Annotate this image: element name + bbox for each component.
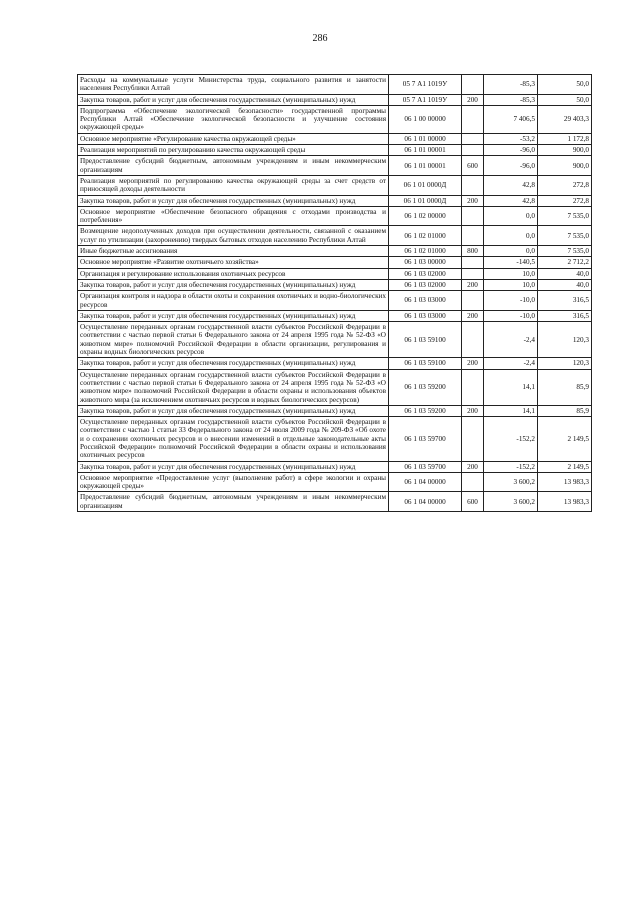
cell-amount-total: 120,3 — [538, 358, 592, 369]
cell-code: 06 1 02 01000 — [389, 246, 462, 257]
cell-code: 06 1 02 00000 — [389, 206, 462, 226]
cell-amount-change: -53,2 — [484, 133, 538, 144]
cell-amount-total: 7 535,0 — [538, 246, 592, 257]
cell-name: Реализация мероприятий по регулированию качества окружающей среды за счет средств от приносящей доходы деятельности — [78, 175, 389, 195]
table-row — [78, 105, 592, 133]
cell-expense-type: 200 — [462, 310, 484, 321]
cell-expense-type — [462, 417, 484, 461]
cell-name: Основное мероприятие «Развитие охотничьего хозяйства» — [78, 257, 389, 268]
cell-amount-change: -10,0 — [484, 310, 538, 321]
cell-amount-change: 0,0 — [484, 246, 538, 257]
table-row — [78, 145, 592, 156]
cell-code: 06 1 01 00000 — [389, 133, 462, 144]
cell-expense-type — [462, 472, 484, 492]
cell-name: Осуществление переданных органам государственной власти субъектов Российской Федерации в соответствии с частью первой статьи 6 Федерального закона от 24 апреля 1995 года № 52-ФЗ «О животном мире» полномочий Российской Федерации в области охраны и использования объектов животного мира (за исключением охотничьих ресурсов и водных биологических ресурсов) — [78, 369, 389, 405]
cell-code: 06 1 03 59700 — [389, 417, 462, 461]
table-row — [78, 417, 592, 461]
cell-expense-type — [462, 226, 484, 246]
cell-expense-type — [462, 105, 484, 133]
cell-code: 06 1 03 59200 — [389, 405, 462, 416]
table-row — [78, 472, 592, 492]
cell-amount-total: 900,0 — [538, 145, 592, 156]
cell-amount-total: 13 983,3 — [538, 492, 592, 512]
cell-code: 06 1 00 00000 — [389, 105, 462, 133]
table-row — [78, 133, 592, 144]
cell-code: 06 1 03 59200 — [389, 369, 462, 405]
cell-amount-total: 50,0 — [538, 94, 592, 105]
cell-expense-type — [462, 145, 484, 156]
cell-amount-total: 29 403,3 — [538, 105, 592, 133]
cell-amount-change: -96,0 — [484, 156, 538, 176]
cell-name: Основное мероприятие «Обеспечение безопасного обращения с отходами производства и потребления» — [78, 206, 389, 226]
cell-expense-type — [462, 291, 484, 311]
cell-code: 06 1 04 00000 — [389, 492, 462, 512]
cell-amount-change: -2,4 — [484, 322, 538, 358]
cell-name: Осуществление переданных органам государственной власти субъектов Российской Федерации в соответствии с частью 1 статьи 33 Федерального закона от 24 июля 2009 года № 209-ФЗ «Об охоте и о сохранении охотничьих ресурсов и о внесении изменений в отдельные законодательные акты Российской Федерации» полномочий Российской Федерации в области охраны и использования охотничьих ресурсов — [78, 417, 389, 461]
cell-amount-total: 13 983,3 — [538, 472, 592, 492]
cell-amount-change: -152,2 — [484, 461, 538, 472]
cell-name: Основное мероприятие «Регулирование качества окружающей среды» — [78, 133, 389, 144]
table-row — [78, 461, 592, 472]
cell-amount-change: -10,0 — [484, 291, 538, 311]
cell-amount-change: -96,0 — [484, 145, 538, 156]
cell-amount-change: -140,5 — [484, 257, 538, 268]
cell-expense-type — [462, 175, 484, 195]
cell-name: Организация и регулирование использования охотничьих ресурсов — [78, 268, 389, 279]
table-row — [78, 405, 592, 416]
table-row — [78, 246, 592, 257]
cell-amount-change: 0,0 — [484, 226, 538, 246]
table-row — [78, 75, 592, 95]
cell-expense-type: 200 — [462, 195, 484, 206]
cell-amount-change: 14,1 — [484, 369, 538, 405]
cell-expense-type — [462, 369, 484, 405]
cell-amount-total: 316,5 — [538, 310, 592, 321]
table-row — [78, 369, 592, 405]
cell-code: 06 1 03 03000 — [389, 310, 462, 321]
budget-table — [77, 74, 592, 512]
cell-amount-change: -152,2 — [484, 417, 538, 461]
table-row — [78, 310, 592, 321]
cell-code: 05 7 А1 1019У — [389, 94, 462, 105]
table-row — [78, 322, 592, 358]
cell-name: Подпрограмма «Обеспечение экологической безопасности» государственной программы Республики Алтай «Обеспечение экологической безопасности и улучшение состояния окружающей среды» — [78, 105, 389, 133]
cell-expense-type — [462, 75, 484, 95]
cell-amount-change: 7 406,5 — [484, 105, 538, 133]
cell-code: 06 1 03 00000 — [389, 257, 462, 268]
cell-name: Закупка товаров, работ и услуг для обеспечения государственных (муниципальных) нужд — [78, 94, 389, 105]
page-number: 286 — [312, 33, 328, 44]
cell-expense-type — [462, 206, 484, 226]
cell-code: 06 1 02 01000 — [389, 226, 462, 246]
cell-amount-total: 40,0 — [538, 268, 592, 279]
cell-expense-type — [462, 257, 484, 268]
cell-amount-total: 7 535,0 — [538, 206, 592, 226]
cell-amount-change: 10,0 — [484, 268, 538, 279]
cell-amount-change: 14,1 — [484, 405, 538, 416]
cell-expense-type: 200 — [462, 405, 484, 416]
cell-name: Реализация мероприятий по регулированию качества окружающей среды — [78, 145, 389, 156]
cell-expense-type: 200 — [462, 358, 484, 369]
cell-name: Иные бюджетные ассигнования — [78, 246, 389, 257]
cell-expense-type: 600 — [462, 492, 484, 512]
cell-amount-total: 2 149,5 — [538, 461, 592, 472]
cell-amount-change: 3 600,2 — [484, 472, 538, 492]
cell-code: 06 1 03 59100 — [389, 358, 462, 369]
cell-expense-type — [462, 133, 484, 144]
cell-amount-total: 900,0 — [538, 156, 592, 176]
cell-amount-total: 272,8 — [538, 175, 592, 195]
cell-name: Предоставление субсидий бюджетным, автономным учреждениям и иным некоммерческим организациям — [78, 492, 389, 512]
cell-name: Осуществление переданных органам государственной власти субъектов Российской Федерации в соответствии с частью первой статьи 6 Федерального закона от 24 апреля 1995 года № 52-ФЗ «О животном мире» полномочий Российской Федерации в области организации, регулирования и охраны водных биологических ресурсов — [78, 322, 389, 358]
cell-code: 06 1 01 0000Д — [389, 195, 462, 206]
cell-code: 06 1 03 59700 — [389, 461, 462, 472]
cell-code: 06 1 04 00000 — [389, 472, 462, 492]
table-row — [78, 492, 592, 512]
cell-amount-change: 42,8 — [484, 195, 538, 206]
cell-amount-change: -85,3 — [484, 94, 538, 105]
cell-expense-type — [462, 268, 484, 279]
cell-amount-total: 272,8 — [538, 195, 592, 206]
cell-amount-total: 120,3 — [538, 322, 592, 358]
cell-amount-total: 1 172,8 — [538, 133, 592, 144]
cell-amount-total: 85,9 — [538, 405, 592, 416]
cell-code: 06 1 01 00001 — [389, 145, 462, 156]
table-row — [78, 226, 592, 246]
cell-amount-total: 40,0 — [538, 279, 592, 290]
cell-code: 06 1 03 59100 — [389, 322, 462, 358]
cell-expense-type: 200 — [462, 94, 484, 105]
table-row — [78, 206, 592, 226]
cell-expense-type: 200 — [462, 461, 484, 472]
cell-expense-type: 600 — [462, 156, 484, 176]
table-row — [78, 257, 592, 268]
cell-code: 06 1 01 0000Д — [389, 175, 462, 195]
cell-code: 06 1 03 03000 — [389, 291, 462, 311]
cell-amount-total: 2 712,2 — [538, 257, 592, 268]
cell-name: Закупка товаров, работ и услуг для обеспечения государственных (муниципальных) нужд — [78, 461, 389, 472]
cell-amount-total: 50,0 — [538, 75, 592, 95]
cell-amount-total: 7 535,0 — [538, 226, 592, 246]
table-row — [78, 175, 592, 195]
cell-expense-type: 200 — [462, 279, 484, 290]
cell-amount-total: 2 149,5 — [538, 417, 592, 461]
cell-name: Расходы на коммунальные услуги Министерства труда, социального развития и занятости населения Республики Алтай — [78, 75, 389, 95]
cell-amount-change: 10,0 — [484, 279, 538, 290]
cell-amount-change: 0,0 — [484, 206, 538, 226]
cell-amount-total: 316,5 — [538, 291, 592, 311]
cell-name: Закупка товаров, работ и услуг для обеспечения государственных (муниципальных) нужд — [78, 279, 389, 290]
cell-name: Закупка товаров, работ и услуг для обеспечения государственных (муниципальных) нужд — [78, 405, 389, 416]
cell-amount-change: 42,8 — [484, 175, 538, 195]
cell-name: Организация контроля и надзора в области охоты и сохранения охотничьих и водно-биологических ресурсов — [78, 291, 389, 311]
cell-amount-change: -2,4 — [484, 358, 538, 369]
cell-name: Закупка товаров, работ и услуг для обеспечения государственных (муниципальных) нужд — [78, 310, 389, 321]
cell-expense-type — [462, 322, 484, 358]
cell-amount-change: 3 600,2 — [484, 492, 538, 512]
table-row — [78, 358, 592, 369]
cell-code: 06 1 03 02000 — [389, 268, 462, 279]
budget-table-body — [78, 75, 592, 512]
table-row — [78, 156, 592, 176]
cell-code: 06 1 01 00001 — [389, 156, 462, 176]
cell-code: 06 1 03 02000 — [389, 279, 462, 290]
cell-name: Основное мероприятие «Предоставление услуг (выполнение работ) в сфере экологии и охраны окружающей среды» — [78, 472, 389, 492]
cell-amount-change: -85,3 — [484, 75, 538, 95]
table-row — [78, 291, 592, 311]
table-row — [78, 268, 592, 279]
table-row — [78, 195, 592, 206]
cell-code: 05 7 А1 1019У — [389, 75, 462, 95]
cell-amount-total: 85,9 — [538, 369, 592, 405]
cell-name: Закупка товаров, работ и услуг для обеспечения государственных (муниципальных) нужд — [78, 358, 389, 369]
cell-name: Закупка товаров, работ и услуг для обеспечения государственных (муниципальных) нужд — [78, 195, 389, 206]
cell-expense-type: 800 — [462, 246, 484, 257]
table-row — [78, 94, 592, 105]
cell-name: Предоставление субсидий бюджетным, автономным учреждениям и иным некоммерческим организациям — [78, 156, 389, 176]
cell-name: Возмещение недополученных доходов при осуществлении деятельности, связанной с оказанием услуг по утилизации (захоронению) твердых бытовых отходов населению Республики Алтай — [78, 226, 389, 246]
table-row — [78, 279, 592, 290]
